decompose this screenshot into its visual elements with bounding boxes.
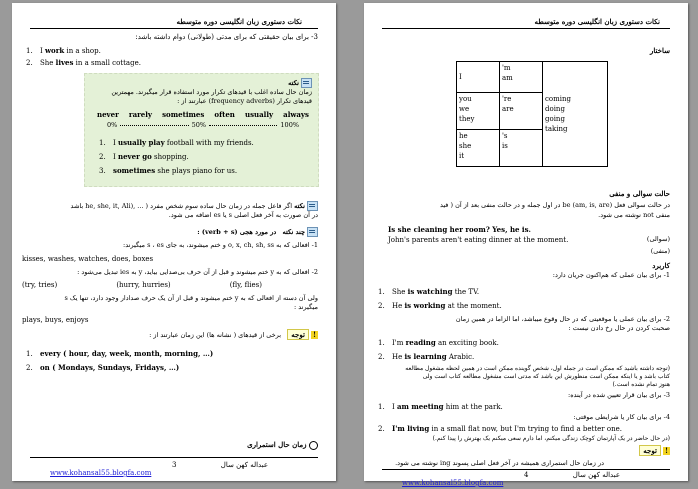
percent-scale: 0% 50% 100% bbox=[107, 121, 300, 129]
spelling-rule-1: 1- افعالی که به o, x, ch, sh, ss و ختم میشوند، به جای s ، es میگیرند: bbox=[123, 241, 318, 249]
table-cell: 'm am bbox=[500, 62, 543, 93]
list-item: 1. I am meeting him at the park. bbox=[378, 402, 503, 411]
adverb: often bbox=[214, 110, 235, 119]
document-page-left bbox=[12, 3, 336, 481]
negative-tag: (منفی) bbox=[650, 247, 670, 255]
intro-text: 3- برای بیان حقیقتی که برای مدتی (طولانی) دوام داشته باشد: bbox=[135, 33, 318, 41]
signal-words-list bbox=[26, 347, 306, 375]
list-item: 1. I work in a shop. bbox=[26, 46, 101, 55]
adverb-scale bbox=[97, 110, 309, 119]
spelling-rule-3b: میگیرند : bbox=[293, 303, 318, 311]
adverb: always bbox=[283, 110, 309, 119]
note-icon bbox=[307, 227, 318, 237]
example-list bbox=[26, 45, 306, 69]
usage-rule: 3- برای بیان قرار تعیین شده در آینده: bbox=[568, 391, 670, 399]
third-person-note: نکته اگر فاعل جمله در زمان حال ساده سوم شخص مفرد ( ... ,(he, she, it, Ali باشد bbox=[22, 201, 318, 211]
note-line: قیدهای تکرار (frequency adverbs) عبارتند از : bbox=[177, 97, 312, 105]
spelling-rule-3: ولی آن دسته از افعالی که به y ختم میشوند و قبل از آن یک حرف صدادار وجود دارد، تنها یک s bbox=[64, 294, 318, 302]
list-item: 1. She is watching the TV. bbox=[378, 287, 480, 296]
header-rule bbox=[382, 28, 670, 29]
list-item: 2. on ( Mondays, Sundays, Fridays, …) bbox=[26, 363, 180, 372]
table-cell: you we they bbox=[457, 93, 500, 130]
adverb-examples bbox=[99, 136, 314, 178]
usage-rule: 2- برای بیان عملی یا موقعیتی که در حال وقوع میباشد، اما الزاما در همین زمان bbox=[455, 315, 670, 323]
ing-note-text: در زمان حال استمراری همیشه در آخر فعل اصلی پسوند ing نوشته می شود. bbox=[395, 459, 604, 467]
adverb: sometimes bbox=[162, 110, 205, 119]
spelling-example-1: kisses, washes, watches, does, boxes bbox=[22, 255, 154, 263]
note-icon bbox=[307, 201, 318, 211]
document-page-right bbox=[364, 3, 688, 487]
list-item: 2. He is learning Arabic. bbox=[378, 352, 475, 361]
question-text: منفی not نوشته می شود. bbox=[598, 211, 670, 219]
list-item: 3. sometimes she plays piano for us. bbox=[99, 166, 238, 175]
question-text: در حالت سوالی فعل (am, is, are) be در اول جمله و در حالت منفی بعد از آن ( فید bbox=[439, 201, 670, 209]
negative-example: John's parents aren't eating dinner at the moment. bbox=[388, 236, 569, 244]
page-header: نکات دستوری زبان انگلیسی دوره متوسطه bbox=[176, 17, 302, 26]
author-name: عبداله کهن سال bbox=[572, 471, 620, 479]
usage-translation: (در حال حاضر در یک آپارتمان کوچک زندگی میکنم، اما دارم سعی میکنم یک بهترش را پیدا کنم.) bbox=[432, 435, 670, 442]
adverb: rarely bbox=[128, 110, 152, 119]
structure-title: ساختار bbox=[650, 46, 670, 55]
author-name: عبداله کهن سال bbox=[220, 461, 268, 469]
spelling-example-2: (try, tries) (hurry, hurries) (fly, flies) bbox=[22, 281, 262, 289]
usage-title: کاربرد bbox=[652, 261, 670, 270]
usage-examples bbox=[378, 423, 670, 435]
adverb: usually bbox=[245, 110, 274, 119]
table-cell: coming doing going taking bbox=[543, 62, 608, 167]
note-line: در آن صورت به آخر فعل اصلی s یا es اضافه می شود. bbox=[168, 211, 318, 219]
header-rule bbox=[30, 28, 318, 29]
list-item: 1. every ( hour, day, week, month, morning, …) bbox=[26, 349, 214, 358]
ing-note: ! توجه bbox=[374, 447, 670, 456]
list-item: 2. I'm living in a small flat now, but I'm trying to find a better one. bbox=[378, 424, 622, 433]
list-item: 2. He is working at the moment. bbox=[378, 301, 502, 310]
usage-rule: 4- برای بیان کار یا شرایطی موقتی: bbox=[573, 413, 670, 421]
footer-link[interactable]: www.kohansal55.blogfa.com bbox=[402, 479, 504, 487]
note-icon bbox=[301, 78, 312, 88]
list-item: 2. She lives in a small cottage. bbox=[26, 58, 141, 67]
usage-explanation: (توجه داشته باشید که ممکن است در جمله اول، شخص گوینده ممکن است در همین لحظه مشغول مطالعه کتاب باشد و یا اینکه ممکن است منظورش این باشد که مدتی است مشغول مطالعه کتاب است ولی هنوز تمام نشده است.) bbox=[405, 365, 670, 388]
warning-icon: ! bbox=[664, 446, 669, 455]
usage-examples bbox=[378, 285, 658, 313]
page-number: 4 bbox=[524, 471, 529, 479]
table-cell: 's is bbox=[500, 130, 543, 167]
table-cell: I bbox=[457, 62, 500, 93]
question-example: Is she cleaning her room? Yes, he is. bbox=[388, 225, 531, 234]
question-tag: (سوالی) bbox=[646, 235, 670, 243]
question-title: حالت سوالی و منفی bbox=[609, 189, 670, 198]
warning-icon: ! bbox=[312, 330, 317, 339]
table-cell: 're are bbox=[500, 93, 543, 130]
list-item: 1. I usually play football with my friends. bbox=[99, 138, 254, 147]
table-cell: he she it bbox=[457, 130, 500, 167]
section-bullet-icon bbox=[309, 441, 318, 450]
spelling-note-title: چند نکته در مورد هجی (verb + s) : bbox=[22, 227, 318, 237]
note-line: زمان حال ساده اغلب با قیدهای تکرار مورد استفاده قرار میگیرند. مهمترین bbox=[111, 88, 312, 96]
spelling-rule-2: 2- افعالی که به y ختم میشوند و قبل از آن حرف بی‌صدایی بیاید، y به ies تبدیل می‌شود : bbox=[77, 268, 318, 276]
structure-table bbox=[456, 61, 608, 167]
adverb: never bbox=[97, 110, 119, 119]
note-heading: نکته bbox=[92, 78, 312, 88]
page-number: 3 bbox=[172, 461, 177, 469]
usage-examples bbox=[378, 336, 658, 364]
page-header: نکات دستوری زبان انگلیسی دوره متوسطه bbox=[534, 17, 660, 26]
usage-examples bbox=[378, 401, 658, 413]
list-item: 2. I never go shopping. bbox=[99, 152, 189, 161]
footer-rule bbox=[30, 457, 318, 458]
section-title: زمان حال استمراری bbox=[152, 440, 318, 450]
list-item: 1. I'm reading an exciting book. bbox=[378, 338, 499, 347]
spelling-example-3: plays, buys, enjoys bbox=[22, 316, 89, 324]
footer-link[interactable]: www.kohansal55.blogfa.com bbox=[50, 469, 152, 477]
usage-rule: صحبت کردن در حال رخ دادن نیست : bbox=[568, 324, 670, 332]
signal-words-note: ! توجه برخی از قیدهای ( نشانه ها) این زمان عبارتند از : bbox=[149, 330, 317, 339]
usage-rule: 1- برای بیان عملی که هم‌اکنون جریان دارد: bbox=[552, 271, 670, 279]
frequency-adverbs-box bbox=[84, 73, 319, 187]
